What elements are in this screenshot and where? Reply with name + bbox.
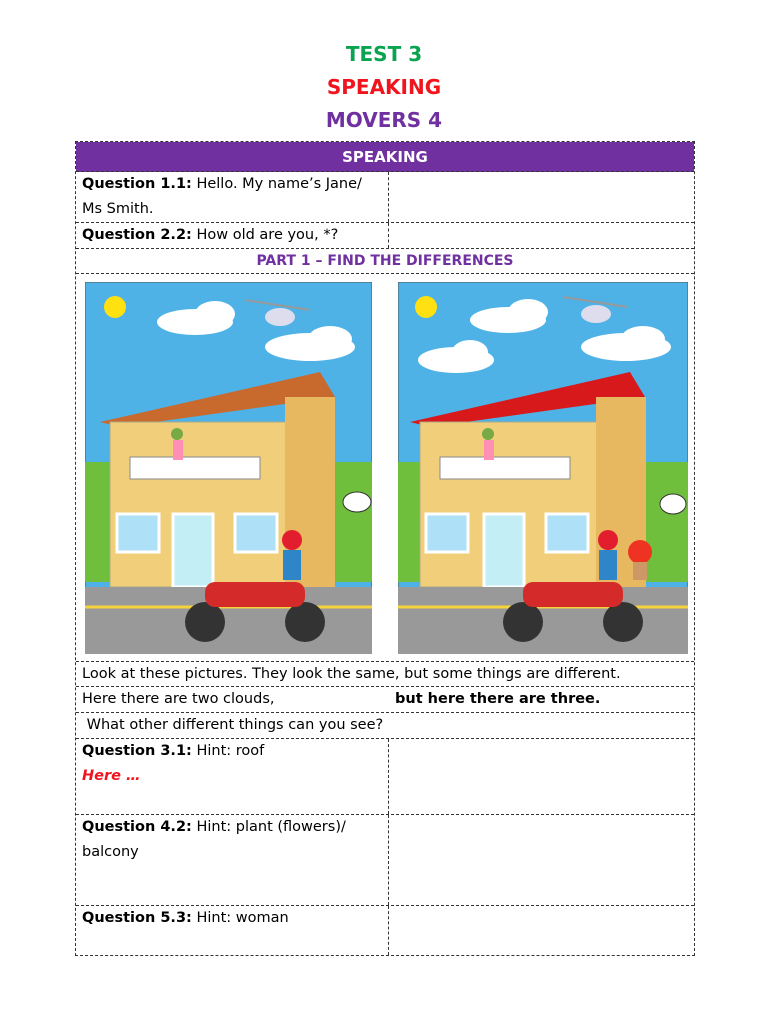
pictures-row — [76, 274, 694, 662]
q53-cell — [76, 906, 389, 955]
q11-text: Hello. My name’s Jane/ — [196, 176, 362, 192]
q53-answer-cell[interactable] — [389, 906, 694, 955]
table-row-q22 — [76, 223, 694, 249]
q22-cell — [76, 223, 389, 248]
q11-answer-cell[interactable] — [389, 172, 694, 222]
clouds-left-cell: Here there are two clouds, — [82, 691, 275, 707]
table-row-q11 — [76, 172, 694, 223]
table-row-q53 — [76, 906, 694, 955]
house-picture-left — [85, 282, 372, 654]
speaking-table — [75, 141, 695, 956]
q42-cell — [76, 815, 389, 905]
sun-icon — [104, 296, 126, 318]
clouds-row — [76, 687, 694, 713]
q42-text: Hint: plant (flowers)/ — [196, 819, 346, 835]
cow-icon — [343, 492, 371, 512]
instruction-row — [76, 662, 694, 687]
test-title: TEST 3 — [345, 42, 423, 66]
cow-icon — [660, 494, 686, 514]
other-differences-text: What other different things can you see? — [82, 717, 384, 733]
house-picture-right — [398, 282, 688, 654]
q31-answer-hint: Here … — [82, 768, 141, 784]
q11-label: Question 1.1: — [82, 176, 192, 192]
q31-cell — [76, 739, 389, 814]
q42-text-2: balcony — [82, 844, 139, 860]
q22-label: Question 2.2: — [82, 227, 192, 243]
q11-cell — [76, 172, 389, 222]
instruction-text: Look at these pictures. They look the same, but some things are different. — [82, 666, 621, 682]
other-differences-row — [76, 713, 694, 739]
q53-text: Hint: woman — [196, 910, 289, 926]
part1-heading: PART 1 – FIND THE DIFFERENCES — [76, 249, 694, 274]
q31-text: Hint: roof — [196, 743, 265, 759]
sun-icon — [415, 296, 437, 318]
q11-text-2: Ms Smith. — [82, 201, 154, 217]
speaking-title: SPEAKING — [326, 75, 442, 99]
q22-answer-cell[interactable] — [389, 223, 694, 248]
q42-answer-cell[interactable] — [389, 815, 694, 905]
table-row-q42 — [76, 815, 694, 906]
q42-label: Question 4.2: — [82, 819, 192, 835]
q31-answer-cell[interactable] — [389, 739, 694, 814]
table-row-q31 — [76, 739, 694, 815]
q53-label: Question 5.3: — [82, 910, 192, 926]
speaking-banner: SPEAKING — [76, 142, 694, 172]
q22-text: How old are you, *? — [196, 227, 339, 243]
movers-title: MOVERS 4 — [325, 108, 443, 132]
q31-label: Question 3.1: — [82, 743, 192, 759]
clouds-right-cell: but here there are three. — [395, 691, 601, 707]
